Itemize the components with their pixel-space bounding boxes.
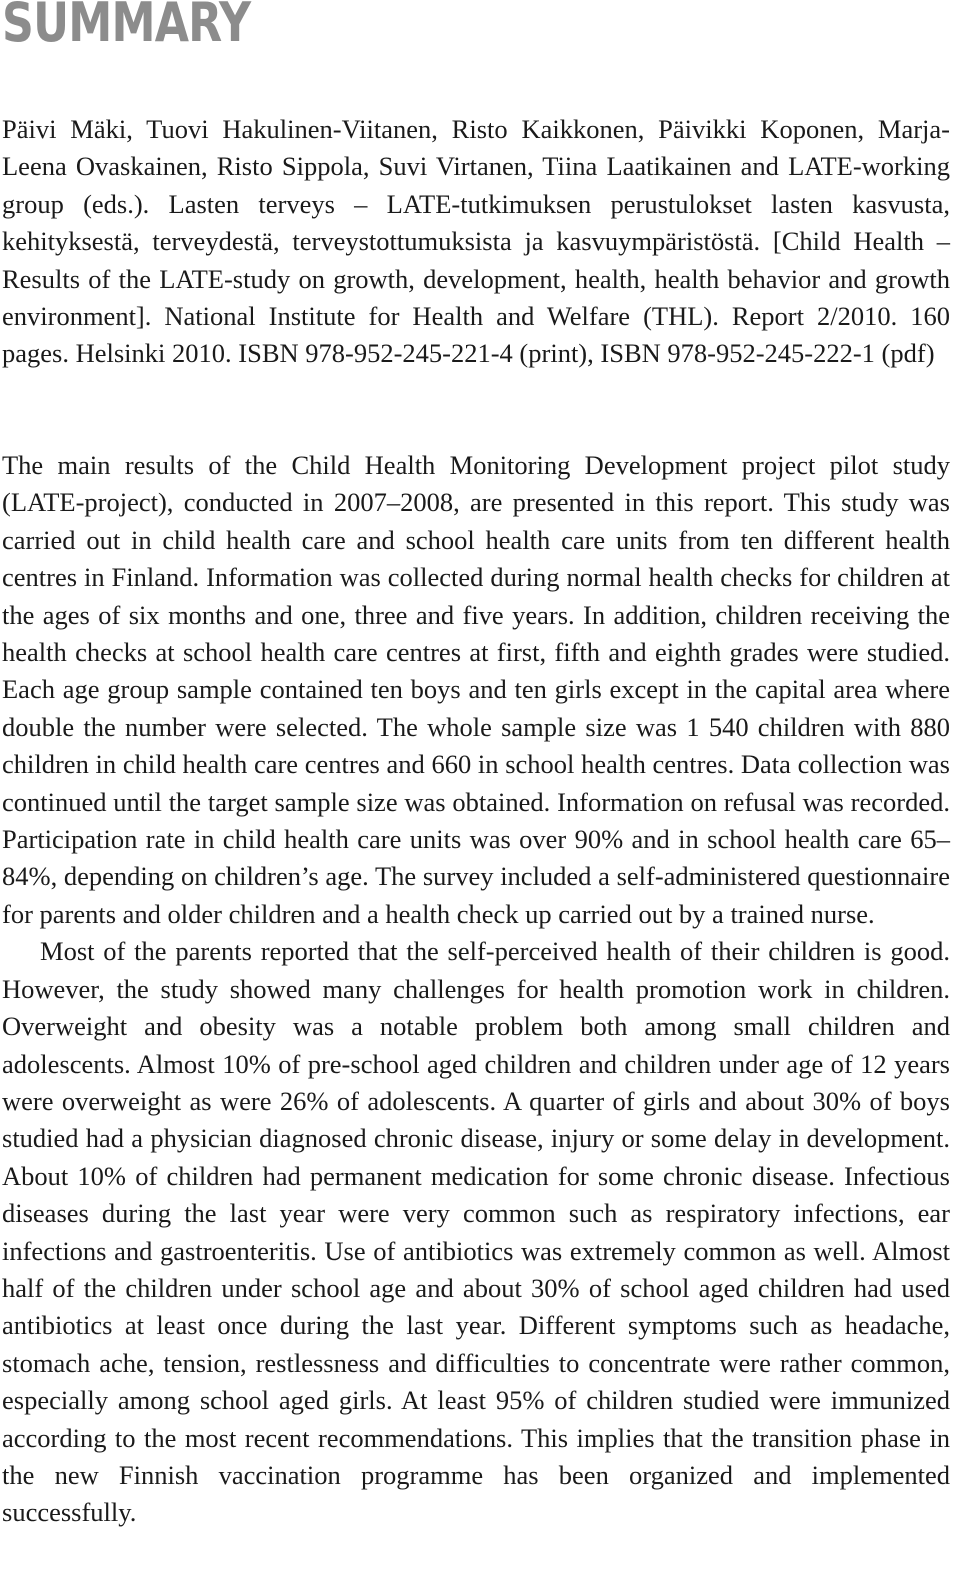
page-title: SUMMARY [2,0,251,54]
abstract-paragraph-1: The main results of the Child Health Monitoring Development project pilot study (LATE-project), conducted in 2007–2008, are presented in this report. This study was carried out in child health care and school health care units from ten different health centres in Finland. Information was collected during normal health checks for children at the ages of six months and one, three and five years. In addition, children receiving the health checks at school health care centres at first, fifth and eighth grades were studied. Each age group sample contained ten boys and ten girls except in the capital area where double the number were selected. The whole sample size was 1 540 children with 880 children in child health care centres and 660 in school health centres. Data collection was continued until the target sample size was obtained. Information on refusal was recorded. Participation rate in child health care units was over 90% and in school health care 65–84%, depending on children’s age. The survey included a self-administered questionnaire for parents and older children and a health check up carried out by a trained nurse. [2,450,950,929]
abstract-paragraph-2: Most of the parents reported that the self-perceived health of their children is good. However, the study showed many challenges for health promotion work in children. Overweight and obesity was a notable problem both among small children and adolescents. Almost 10% of pre-school aged children and children under age of 12 years were overweight as were 26% of adolescents. A quarter of girls and about 30% of boys studied had a physician diagnosed chronic disease, injury or some delay in development. About 10% of children had permanent medication for some chronic disease. Infectious diseases during the last year were very common such as respiratory infections, ear infections and gastroenteritis. Use of antibiotics was extremely common as well. Almost half of the children under school age and about 30% of school aged children had used antibiotics at least once during the last year. Different symptoms such as headache, stomach ache, tension, restlessness and difficulties to concentrate were rather common, especially among school aged girls. At least 95% of children studied were immunized according to the most recent recommendations. This implies that the transition phase in the new Finnish vaccination programme has been organized and implemented successfully. [2,936,950,1528]
citation-paragraph: Päivi Mäki, Tuovi Hakulinen-Viitanen, Risto Kaikkonen, Päivikki Koponen, Marja-Leena Ovaskainen, Risto Sippola, Suvi Virtanen, Tiina Laatikainen and LATE-working group (eds.). Lasten terveys – LATE-tutkimuksen perustulokset lasten kasvusta, kehityksestä, terveydestä, terveystottumuksista ja kasvuympäristöstä. [Child Health – Results of the LATE-study on growth, development, health, health behavior and growth environment]. National Institute for Health and Welfare (THL). Report 2/2010. 160 pages. Helsinki 2010. ISBN 978-952-245-221-4 (print), ISBN 978-952-245-222-1 (pdf) [2,114,950,369]
abstract-body [2,447,950,1532]
